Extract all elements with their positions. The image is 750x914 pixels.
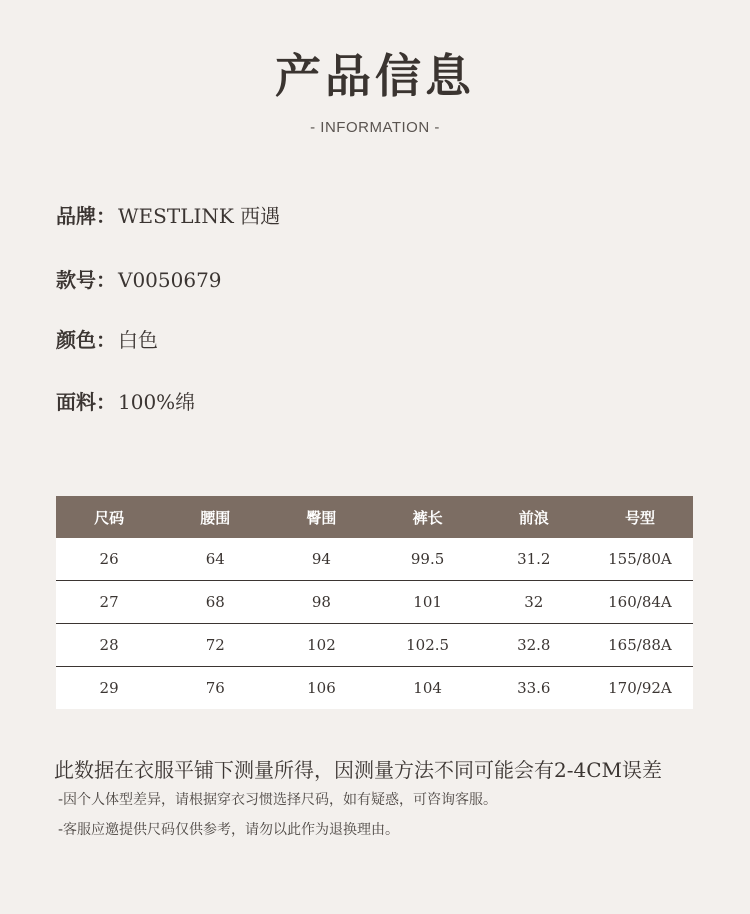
info-label: 面料： (56, 390, 116, 414)
table-cell: 98 (311, 593, 331, 611)
table-row (56, 538, 693, 581)
table-cell: 29 (99, 679, 119, 697)
table-cell: 76 (205, 679, 225, 697)
table-header-cell: 尺码 (94, 508, 125, 527)
info-style-number (56, 264, 222, 293)
table-cell: 26 (99, 550, 119, 568)
info-label: 款号： (56, 268, 116, 292)
table-cell: 101 (413, 593, 442, 611)
table-cell: 31.2 (517, 550, 551, 568)
info-value: 白色 (118, 328, 158, 352)
page-subtitle: - INFORMATION - (310, 119, 440, 136)
table-header-cell: 号型 (624, 508, 655, 527)
table-row (56, 667, 693, 709)
info-brand (56, 200, 280, 229)
table-cell: 102 (307, 636, 336, 654)
table-cell: 170/92A (608, 679, 672, 697)
table-cell: 64 (205, 550, 225, 568)
info-value: V0050679 (118, 268, 222, 292)
table-row (56, 581, 693, 624)
info-fabric (56, 386, 195, 415)
table-cell: 160/84A (608, 593, 672, 611)
table-cell: 94 (311, 550, 331, 568)
table-header-cell: 裤长 (412, 508, 443, 527)
table-cell: 27 (99, 593, 119, 611)
info-value: 100%绵 (118, 390, 196, 414)
measurement-note: 此数据在衣服平铺下测量所得，因测量方法不同可能会有2-4CM误差 (54, 758, 662, 782)
note-line: -因个人体型差异，请根据穿衣习惯选择尺码，如有疑惑，可咨询客服。 (58, 792, 498, 808)
note-line: -客服应邀提供尺码仅供参考，请勿以此作为退换理由。 (58, 822, 400, 838)
table-cell: 165/88A (608, 636, 672, 654)
table-header-cell: 前浪 (518, 508, 549, 527)
table-cell: 99.5 (410, 550, 445, 568)
info-label: 颜色： (56, 328, 116, 352)
table-row (56, 624, 693, 667)
info-color (56, 324, 158, 353)
info-label: 品牌： (56, 204, 116, 228)
table-header (56, 496, 693, 538)
table-cell: 155/80A (608, 550, 672, 568)
table-cell: 28 (99, 636, 119, 654)
table-cell: 106 (307, 679, 336, 697)
table-cell: 104 (413, 679, 442, 697)
table-cell: 32.8 (517, 636, 551, 654)
table-cell: 102.5 (406, 636, 450, 654)
info-value: WESTLINK 西遇 (118, 204, 281, 228)
table-cell: 72 (205, 636, 225, 654)
table-cell: 32 (524, 593, 544, 611)
table-cell: 68 (205, 593, 225, 611)
table-header-cell: 腰围 (200, 508, 231, 527)
table-cell: 33.6 (517, 679, 551, 697)
size-table (56, 496, 693, 709)
table-header-cell: 臀围 (306, 508, 337, 527)
page-title: 产品信息 (275, 49, 475, 103)
